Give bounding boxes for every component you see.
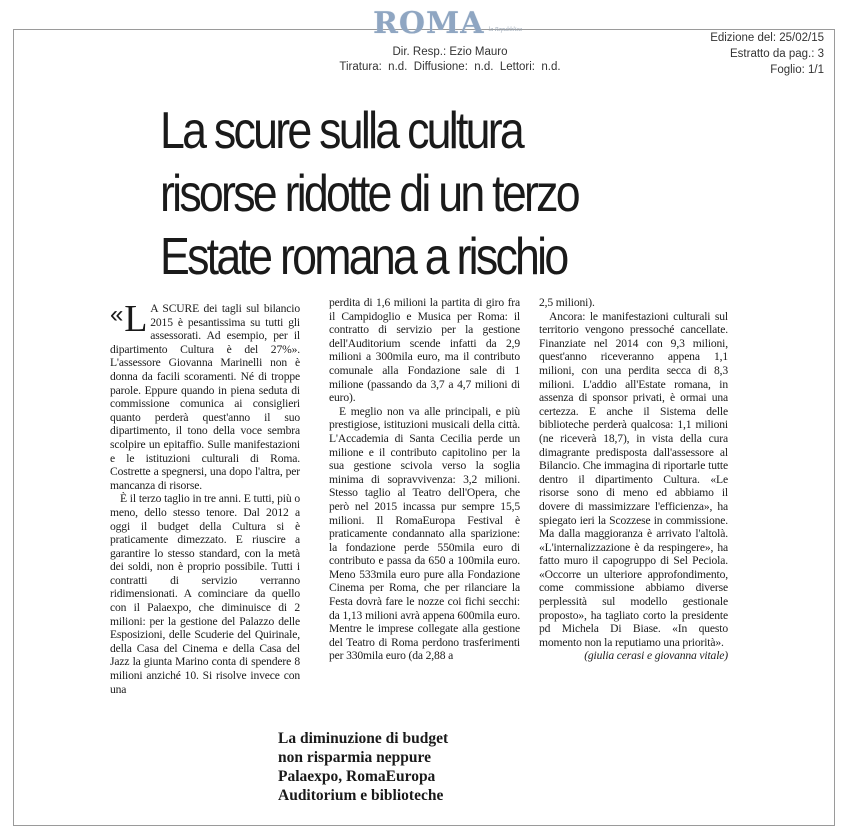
opening-quote: « <box>110 301 124 328</box>
subhead-line: La diminuzione di budget <box>278 730 449 747</box>
excerpt-page: Estratto da pag.: 3 <box>730 48 824 60</box>
headline-line: La scure sulla cultura <box>160 102 523 160</box>
logo-subtitle: la Repubblica <box>488 27 523 33</box>
subheadline <box>278 729 518 805</box>
headline <box>160 100 800 289</box>
headline-line: Estate romana a rischio <box>160 228 567 286</box>
masthead-info <box>290 45 610 75</box>
sheet-count: Foglio: 1/1 <box>770 64 824 76</box>
paragraph-text: dei tagli sul bilancio 2015 è pesantissima su tutti gli assessorati. Ad esempio, per il dipartimento Cultura è del 27%». L'assessore Giovanna Marinelli non è donna da facili scoramenti. Né di troppe parole. Eppure quando in piena seduta di commissione comunica ai consiglieri quanto perderà quest'anno il suo dipartimento, il tono della voce sembra scolpire un epitaffio. Sulle manifestazioni e le istituzioni culturali di Roma. Costrette a spegnersi, una dopo l'altra, per mancanza di risorse. <box>110 302 300 492</box>
director-line: Dir. Resp.: Ezio Mauro <box>392 46 508 58</box>
paragraph: 2,5 milioni). <box>539 296 595 309</box>
circulation-line: Tiratura: n.d. Diffusione: n.d. Lettori: n.d. <box>339 61 561 73</box>
drop-cap: L <box>124 298 148 340</box>
paragraph: E meglio non va alle principali, e più prestigiose, istituzioni musicali della città. L'Accademia di Santa Cecilia perde un milione e il contributo capitolino per la sua gestione scivola verso la soglia minima di sopravvivenza: 3,2 milioni. Stesso taglio al Teatro dell'Opera, che però nel 2015 incassa pur sempre 15,5 milioni. Il RomaEuropa Festival è praticamente condannato alla sparizione: la fondazione perde 550mila euro di contributo e passa da 650 a 100mila euro. Meno 533mila euro pure alla Fondazione Cinema per Roma, che per rilanciare la Festa dovrà fare le nozze coi fichi secchi: da 1,13 milioni avrà appena 600mila euro. Mentre le imprese collegate alla gestione del Teatro di Roma perdono trasferimenti per 330mila euro (da 2,88 a <box>329 404 520 663</box>
paragraph <box>110 298 300 492</box>
lead-smallcaps: A SCURE <box>150 302 200 315</box>
subhead-line: non risparmia neppure <box>278 749 432 766</box>
paragraph: perdita di 1,6 milioni la partita di giro fra il Campidoglio e Musica per Roma: il contratto di servizio per la gestione dell'Auditorium scende infatti da 2,9 milioni a 300mila euro, ma il contributo comunale alla Fondazione sale di 1 milione (passando da 3,7 a 4,7 milioni di euro). <box>329 296 520 405</box>
article-column-1 <box>110 298 300 696</box>
article-column-2 <box>329 296 520 663</box>
newspaper-logo <box>365 7 530 40</box>
paragraph: Ancora: le manifestazioni culturali sul territorio vengono pressoché cancellate. Finanziate nel 2014 con 9,3 milioni, quest'anno riceveranno appena 1,1 milioni, con una perdita secca di 8,3 milioni. L'addio all'Estate romana, in assenza di sponsor privati, è ormai una certezza. E anche il Sistema delle biblioteche perderà qualcosa: 1,1 milioni (ne riceverà 18,7), in vista della cura dimagrante predisposta dall'assessore al Bilancio. Che immagina di riportarle tutte dentro il dipartimento Cultura. «Le risorse sono di meno ed abbiamo il dovere di massimizzare l'efficienza», ha spiegato ieri la Scozzese in commissione. Ma dalla maggioranza è arrivato l'altolà. «L'internalizzazione è da respingere», ha fatto muro il capogruppo di Sel Peciola. «Occorre un ulteriore approfondimento, come commissione abbiamo diverse perplessità sul modello gestionale proposto», ha tagliato corto la presidente pd Michela Di Biase. «In questo momento non la reputiamo una priorità». <box>539 309 728 649</box>
article-column-3 <box>539 296 728 663</box>
edition-date: Edizione del: 25/02/15 <box>710 32 824 44</box>
byline: (giulia cerasi e giovanna vitale) <box>584 649 728 663</box>
logo-wordmark: ROMA <box>372 5 485 41</box>
headline-line: risorse ridotte di un terzo <box>160 165 578 223</box>
clip-info <box>624 30 824 78</box>
paragraph: È il terzo taglio in tre anni. E tutti, più o meno, dello stesso tenore. Dal 2012 a oggi il budget della Cultura si è praticamente dimezzato. E riuscire a garantire lo stesso standard, con la metà dei soldi, non è proprio possibile. Tutti i contratti di servizio verranno ridimensionati. A cominciare da quello con il Palaexpo, che diminuisce di 2 milioni: per la gestione del Palazzo delle Esposizioni, delle Scuderie del Quirinale, della Casa del Cinema e della Casa del Jazz la giunta Marino conta di spendere 8 milioni anziché 10. Si risolve invece con una <box>110 492 300 696</box>
subhead-line: Palaexpo, RomaEuropa <box>278 768 436 785</box>
subhead-line: Auditorium e biblioteche <box>278 787 444 804</box>
